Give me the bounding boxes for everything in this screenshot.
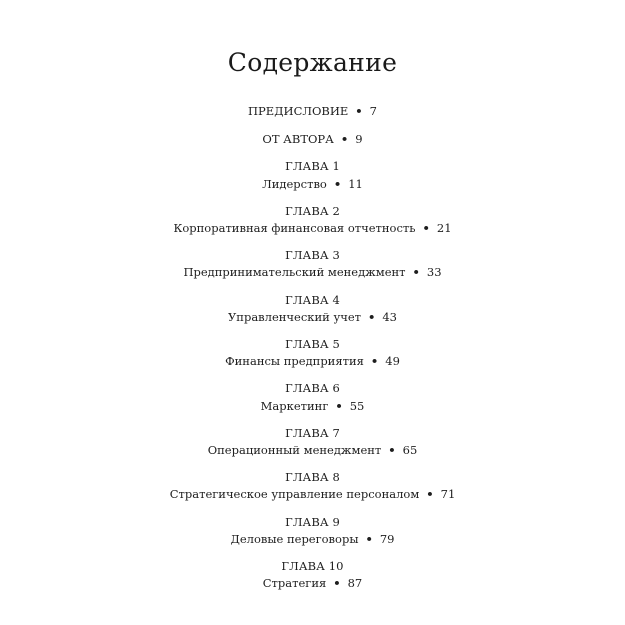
toc-entry-chapter-6[interactable]: [0, 398, 625, 414]
toc-entry-label: ПРЕДИСЛОВИЕ: [248, 104, 349, 118]
separator-dot: •: [333, 576, 341, 590]
toc-entry-chapter-2[interactable]: [0, 220, 625, 236]
chapter-title: Стратегическое управление персоналом: [169, 487, 420, 501]
toc-entry-page: 9: [355, 132, 363, 146]
separator-dot: •: [355, 104, 363, 118]
separator-dot: •: [388, 443, 396, 457]
chapter-heading: ГЛАВА 7: [285, 426, 340, 440]
separator-dot: •: [333, 177, 342, 191]
chapter-title: Управленческий учет: [227, 310, 361, 324]
toc-entry-chapter-1[interactable]: [0, 176, 625, 192]
chapter-page: 55: [349, 399, 365, 413]
toc-entry-chapter-8[interactable]: [0, 486, 625, 502]
chapter-page: 79: [379, 532, 395, 546]
separator-dot: •: [370, 354, 379, 368]
chapter-heading: ГЛАВА 3: [285, 248, 340, 262]
page-title: Содержание: [227, 48, 398, 77]
chapter-title: Предпринимательский менеджмент: [183, 265, 406, 279]
chapter-heading: ГЛАВА 10: [281, 559, 344, 573]
toc-entry-from-author[interactable]: [0, 131, 625, 147]
chapter-heading: ГЛАВА 9: [285, 515, 340, 529]
toc-entry-chapter-7[interactable]: [0, 442, 625, 458]
toc-entry-chapter-9[interactable]: [0, 531, 625, 547]
toc-entry-chapter-10[interactable]: [0, 575, 625, 591]
chapter-page: 21: [436, 221, 452, 235]
chapter-heading: ГЛАВА 6: [285, 381, 340, 395]
toc-entry-chapter-4[interactable]: [0, 309, 625, 325]
toc-entry-page: 7: [369, 104, 377, 118]
chapter-page: 65: [402, 443, 418, 457]
chapter-page: 11: [348, 177, 363, 191]
chapter-title: Маркетинг: [260, 399, 329, 413]
chapter-title: Лидерство: [262, 177, 327, 191]
separator-dot: •: [422, 221, 430, 235]
chapter-heading: ГЛАВА 5: [285, 337, 340, 351]
separator-dot: •: [335, 399, 343, 413]
chapter-title: Корпоративная финансовая отчетность: [173, 221, 416, 235]
separator-dot: •: [340, 132, 349, 146]
separator-dot: •: [365, 532, 373, 546]
chapter-heading: ГЛАВА 1: [285, 159, 340, 173]
toc-entry-chapter-3[interactable]: [0, 264, 625, 280]
chapter-heading: ГЛАВА 8: [285, 470, 340, 484]
chapter-page: 43: [382, 310, 397, 324]
toc-entry-label: ОТ АВТОРА: [262, 132, 334, 146]
toc-entry-chapter-5[interactable]: [0, 353, 625, 369]
chapter-title: Финансы предприятия: [225, 354, 364, 368]
separator-dot: •: [368, 310, 376, 324]
chapter-heading: ГЛАВА 4: [285, 293, 340, 307]
chapter-title: Операционный менеджмент: [207, 443, 382, 457]
chapter-title: Стратегия: [262, 576, 327, 590]
toc-entry-preface[interactable]: [0, 103, 625, 119]
chapter-page: 87: [347, 576, 363, 590]
chapter-heading: ГЛАВА 2: [285, 204, 340, 218]
chapter-title: Деловые переговоры: [230, 532, 359, 546]
separator-dot: •: [412, 265, 420, 279]
chapter-page: 49: [385, 354, 400, 368]
chapter-page: 71: [440, 487, 456, 501]
chapter-page: 33: [426, 265, 442, 279]
separator-dot: •: [426, 487, 434, 501]
